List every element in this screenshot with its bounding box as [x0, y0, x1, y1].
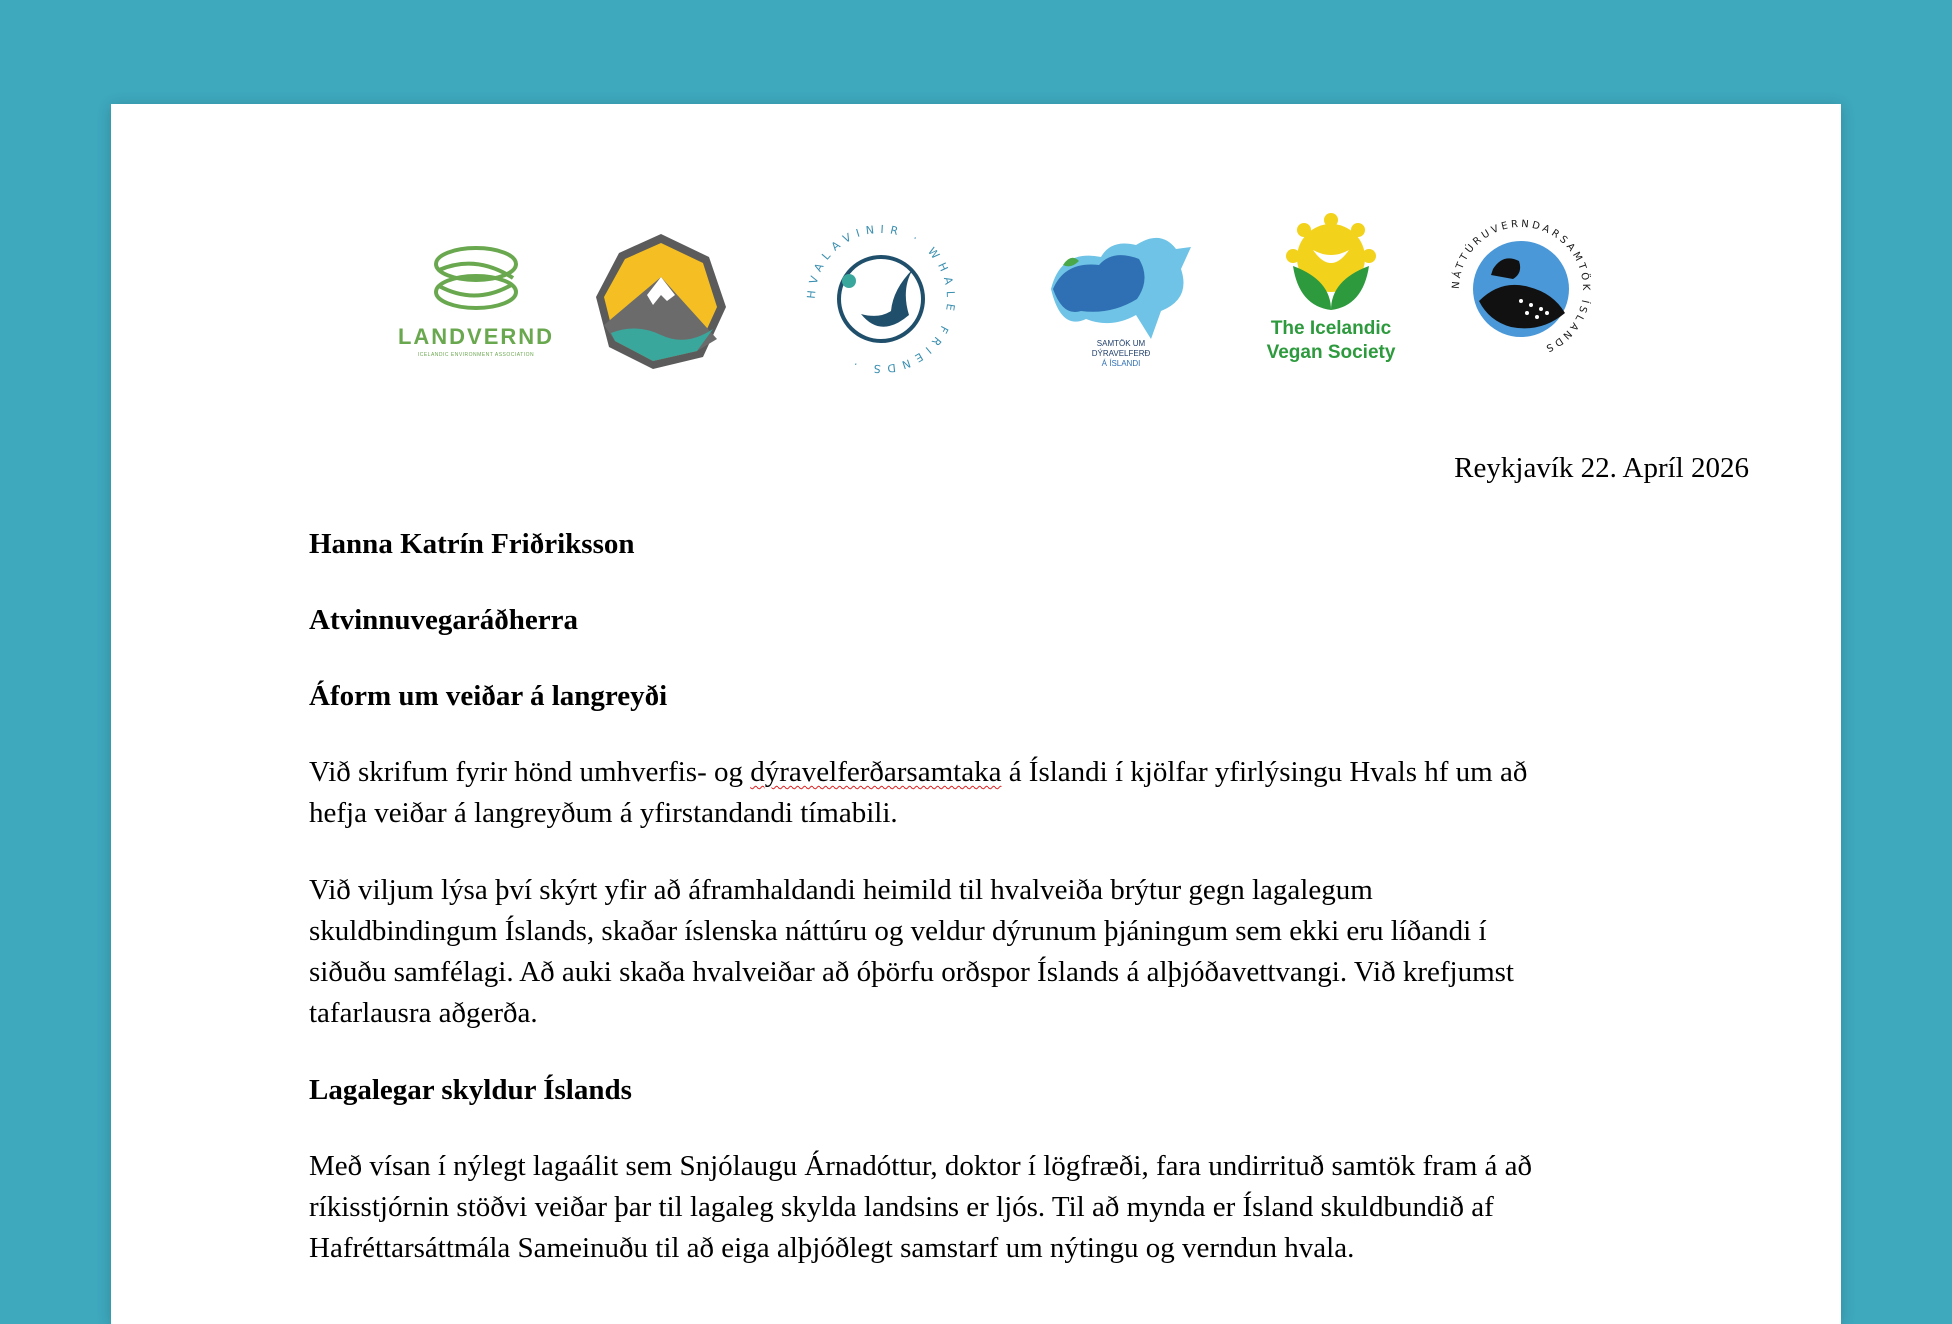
letter-subject: Áform um veiðar á langreyði: [309, 680, 668, 712]
landvernd-logo: [391, 234, 561, 364]
hvalavinir-ring-text: HVALAVINIR · WHALE FRIENDS ·: [804, 222, 958, 376]
paragraph-1-line-2: hefja veiðar á langreyðum á yfirstandandi tímabili.: [309, 797, 898, 829]
vegan-line1: The Icelandic: [1270, 318, 1392, 339]
paragraph-1-line-1: [309, 752, 1527, 793]
paragraph-2-line-1: Við viljum lýsa því skýrt yfir að áframhaldandi heimild til hvalveiða brýtur gegn lagalegum: [309, 874, 1373, 906]
paragraph-2-line-2: skuldbindingum Íslands, skaðar íslenska náttúru og veldur dýrunum þjáningum sem ekki eru líðandi í: [309, 915, 1487, 947]
dyravelferd-logo: [1041, 219, 1201, 389]
dyravelferd-line2: DÝRAVELFERÐ: [1091, 349, 1151, 358]
recipient-name: Hanna Katrín Friðriksson: [309, 528, 635, 560]
paragraph-3-line-1: Með vísan í nýlegt lagaálit sem Snjólaugu Árnadóttur, doktor í lögfræði, fara undirrituð samtök fram á að: [309, 1150, 1533, 1182]
paragraph-2-line-4: tafarlausra aðgerða.: [309, 997, 538, 1029]
mountain-logo: [591, 229, 731, 379]
paragraph-3-line-2: ríkisstjórnin stöðvi veiðar þar til lagaleg skylda landsins er ljós. Til að mynda er Ísland skuldbundið af: [309, 1191, 1494, 1223]
svg-text:HVALAVINIR · WHALE FRIENDS ·: [805, 223, 957, 376]
dyravelferd-line1: SAMTÖK UM: [1096, 339, 1146, 348]
logo-row: [111, 104, 1841, 404]
section-heading: Lagalegar skyldur Íslands: [309, 1074, 632, 1106]
vegan-line2: Vegan Society: [1266, 342, 1396, 363]
vegan-society-logo: [1241, 214, 1421, 384]
natturuvernd-ring-text: NÁTTÚRUVERNDARSAMTÖK ÍSLANDS: [1450, 218, 1592, 355]
spellcheck-word[interactable]: dýravelferðarsamtaka: [750, 756, 1002, 788]
paragraph-2-line-3: siðuðu samfélagi. Að auki skaða hvalveiðar að óþörfu orðspor Íslands á alþjóðavettvangi. Við krefjumst: [309, 956, 1514, 988]
paragraph-3-line-3: Hafréttarsáttmála Sameinuðu til að eiga alþjóðlegt samstarf um nýtingu og verndun hvala.: [309, 1232, 1355, 1264]
p1-text-c: á Íslandi í kjölfar yfirlýsingu Hvals hf um að: [1001, 756, 1528, 788]
letter-date: Reykjavík 22. Apríl 2026: [1454, 452, 1749, 484]
hvalavinir-logo: [801, 219, 961, 379]
landvernd-name: LANDVERND: [397, 324, 555, 349]
natturuvernd-logo: [1441, 209, 1601, 369]
dyravelferd-line3: Á ÍSLANDI: [1101, 359, 1141, 368]
letter-page: [111, 104, 1841, 1324]
recipient-title: Atvinnuvegaráðherra: [309, 604, 579, 636]
p1-text-a: Við skrifum fyrir hönd umhverfis- og: [309, 756, 751, 788]
landvernd-subtitle: ICELANDIC ENVIRONMENT ASSOCIATION: [417, 352, 535, 358]
